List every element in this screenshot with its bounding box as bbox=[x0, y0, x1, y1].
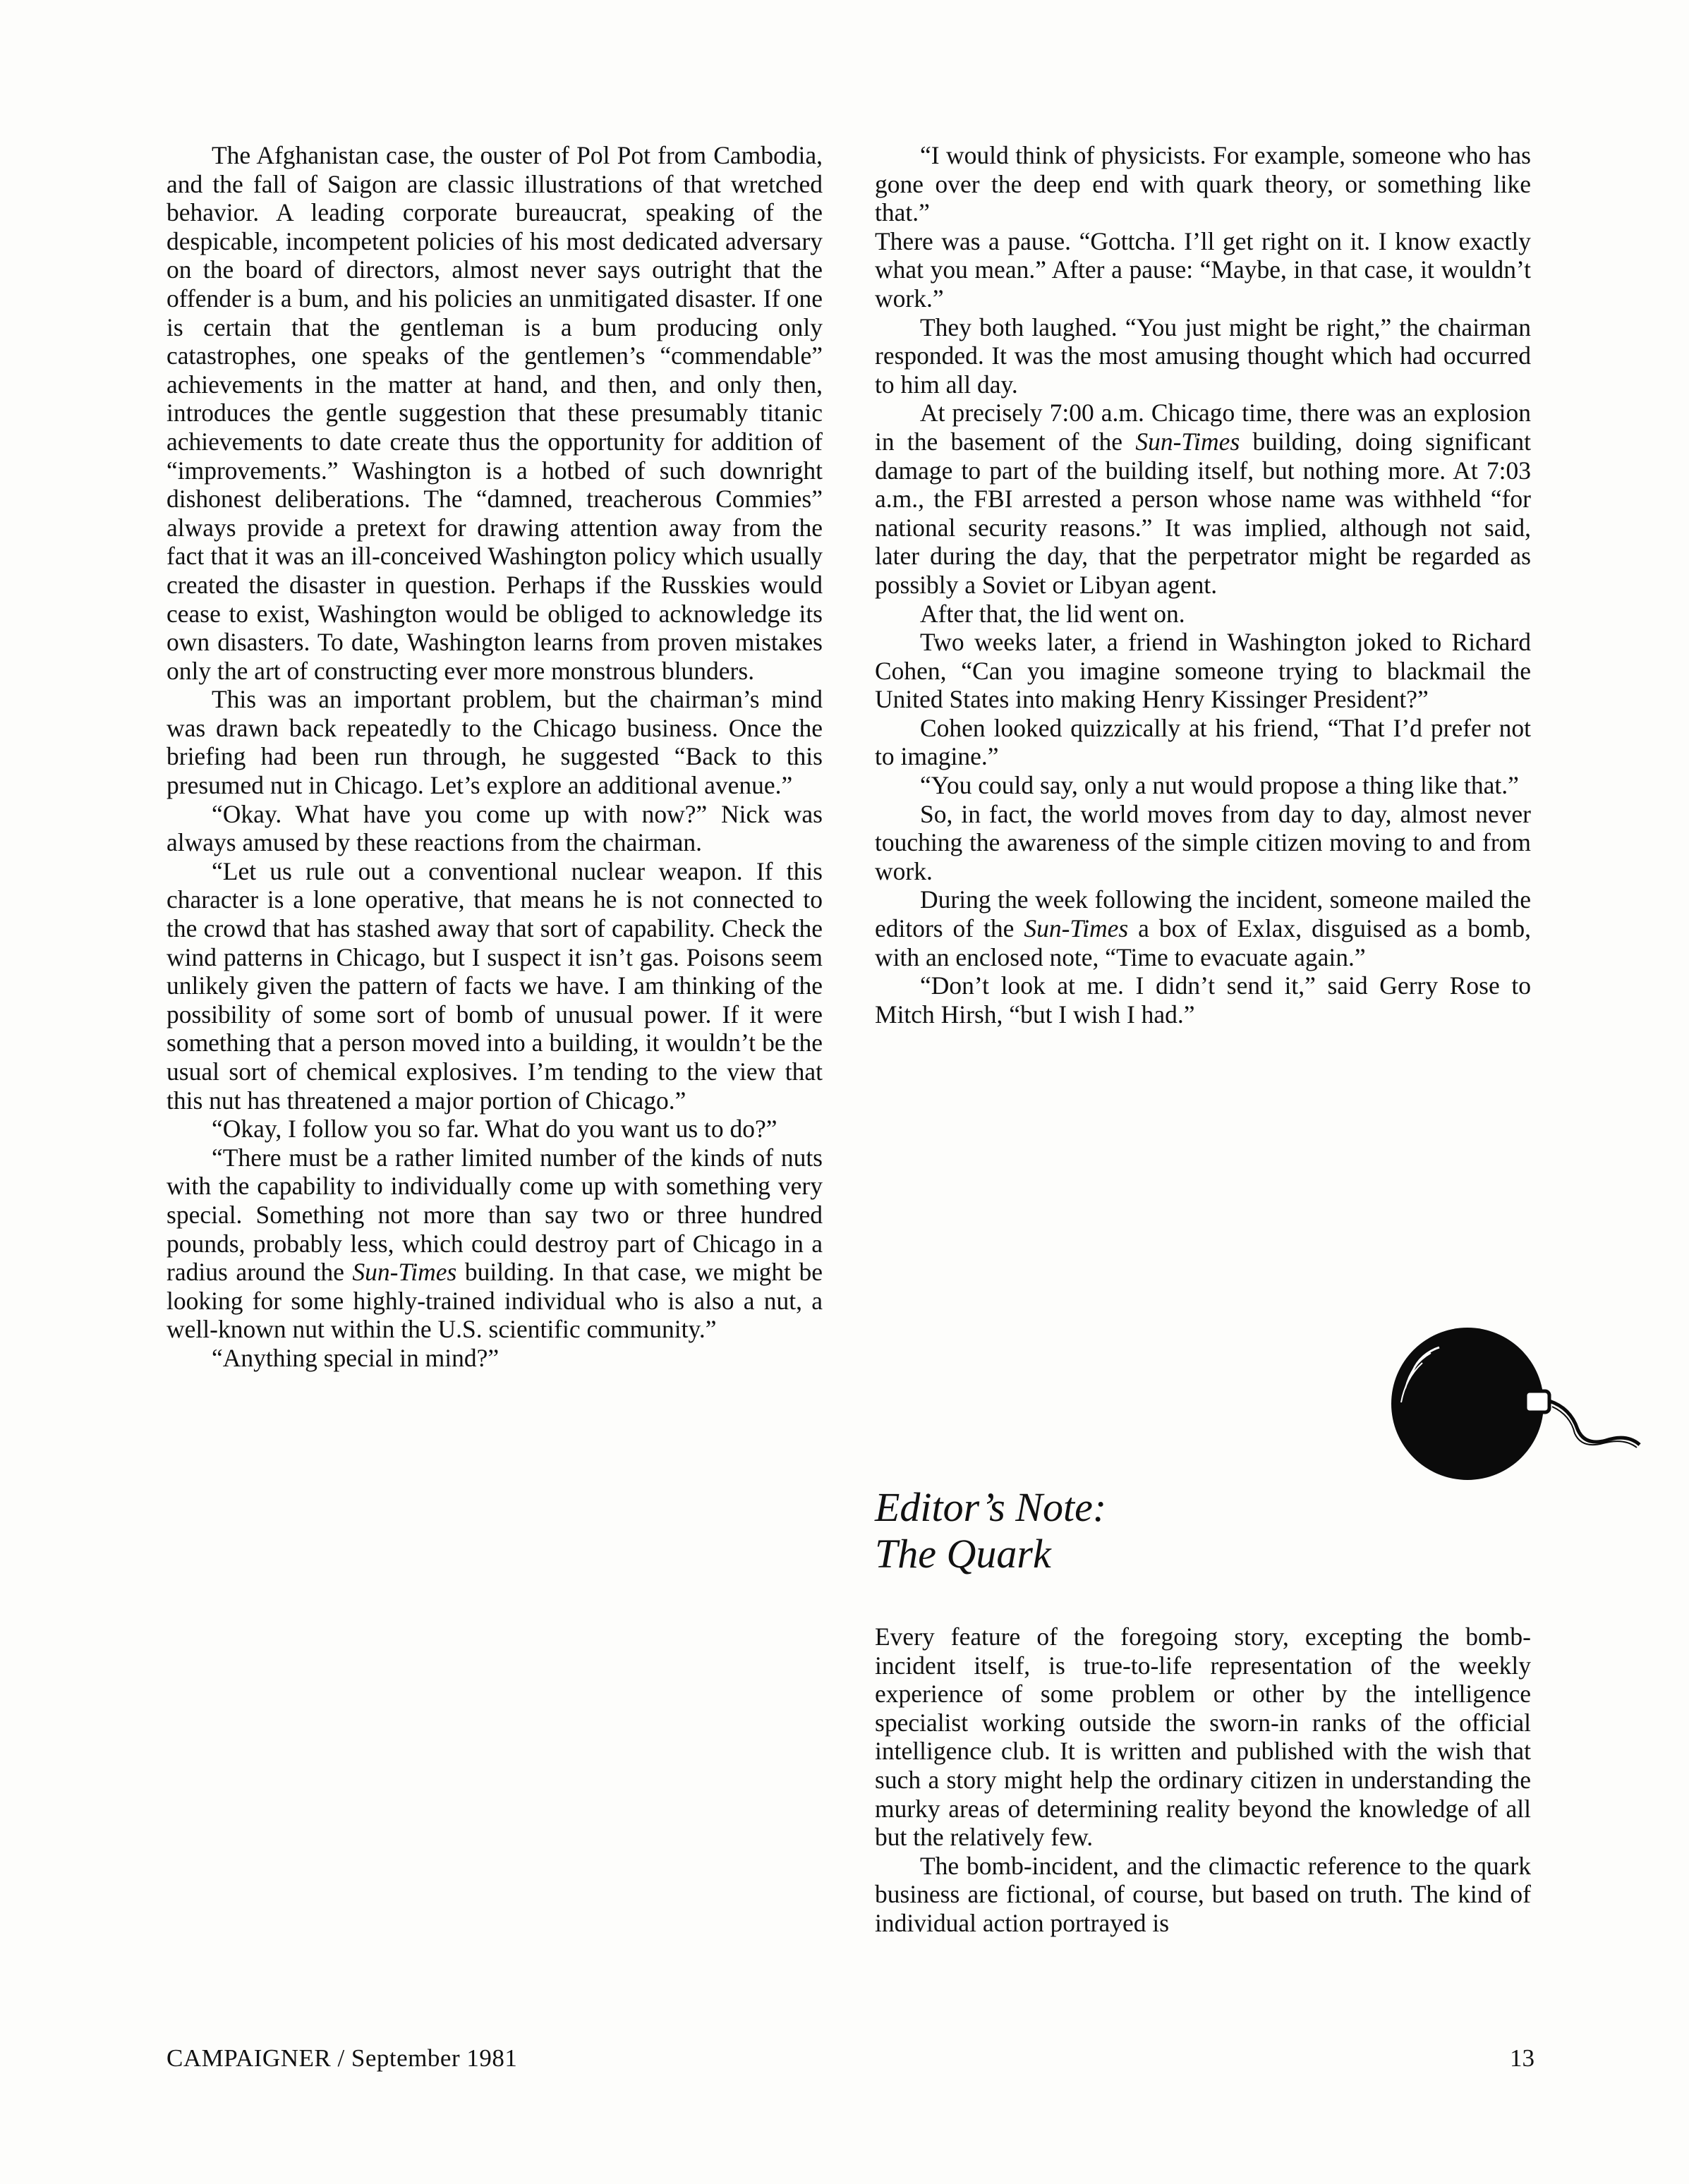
newspaper-name: Sun-Times bbox=[1024, 914, 1129, 943]
text-run: “There must be a rather limited number of the kinds of nuts with the capability to individually come up with something very special. Something not more than say two or three hundred pounds, probably less, which could destroy part of Chicago in a radius around the bbox=[167, 1143, 823, 1287]
paragraph: The Afghanistan case, the ouster of Pol Pot from Cambodia, and the fall of Saigon are classic illustrations of that wretched behavior. A leading corporate bureaucrat, speaking of the despicable, incompetent policies of his most dedicated adversary on the board of directors, almost never says outright that the offender is a bum, and his policies an unmitigated disaster. If one is certain that the gentleman is a bum producing only catastrophes, one speaks of the gentlemen’s “commendable” achievements in the matter at hand, and then, and only then, introduces the gentle suggestion that these presumably titanic achievements to date create thus the opportunity for addition of “improvements.” Washington is a hotbed of such downright dishonest deliberations. The “damned, treacherous Commies” always provide a pretext for drawing attention away from the fact that it was an ill-conceived Washington policy which usually created the disaster in question. Perhaps if the Russkies would cease to exist, Washington would be obliged to acknowledge its own disasters. To date, Washington learns from proven mistakes only the art of constructing ever more monstrous blunders. bbox=[167, 141, 823, 685]
paragraph: Every feature of the foregoing story, excepting the bomb-incident itself, is true-to-life representation of the weekly experience of some problem or other by the intelligence specialist working outside the sworn-in ranks of the official intelligence club. It is written and published with the wish that such a story might help the ordinary citizen in understanding the murky areas of determining reality beyond the knowledge of all but the relatively few. bbox=[875, 1622, 1531, 1852]
paragraph: “Let us rule out a conventional nuclear weapon. If this character is a lone operative, that means he is not connected to the crowd that has stashed away that sort of capability. Check the wind patterns in Chicago, but I suspect it isn’t gas. Poisons seem unlikely given the pattern of facts we have. I am thinking of the possibility of some sort of bomb of unusual power. If it were something that a person moved into a building, it wouldn’t be the usual sort of chemical explosives. I’m tending to the view that this nut has threatened a major portion of Chicago.” bbox=[167, 856, 823, 1115]
paragraph: “Don’t look at me. I didn’t send it,” said Gerry Rose to Mitch Hirsh, “but I wish I had.” bbox=[875, 971, 1531, 1029]
paragraph: Cohen looked quizzically at his friend, “That I’d prefer not to imagine.” bbox=[875, 713, 1531, 771]
editors-note-heading bbox=[875, 1484, 1270, 1577]
paragraph bbox=[875, 399, 1531, 599]
paragraph: This was an important problem, but the chairman’s mind was drawn back repeatedly to the Chicago business. Once the briefing had been run through, he suggested “Back to this presumed nut in Chicago. Let’s explore an additional avenue.” bbox=[167, 685, 823, 800]
paragraph bbox=[875, 885, 1531, 971]
bomb-fuse bbox=[1549, 1401, 1640, 1445]
paragraph: “Anything special in mind?” bbox=[212, 1343, 500, 1372]
heading-line: Editor’s Note: bbox=[875, 1484, 1107, 1530]
paragraph: After that, the lid went on. bbox=[920, 599, 1185, 628]
text-run: During the week following the incident, someone mailed the editors of the bbox=[875, 885, 1531, 943]
text-run: a box of Exlax, disguised as a bomb, with an enclosed note, “Time to evacuate again.” bbox=[875, 914, 1532, 971]
left-column bbox=[167, 141, 823, 2018]
paragraph: “Okay. What have you come up with now?” Nick was always amused by these reactions from the chairman. bbox=[167, 799, 823, 857]
paragraph: “Okay, I follow you so far. What do you want us to do?” bbox=[212, 1115, 777, 1143]
paragraph: So, in fact, the world moves from day to day, almost never touching the awareness of the simple citizen moving to and from work. bbox=[875, 799, 1531, 885]
paragraph: Two weeks later, a friend in Washington joked to Richard Cohen, “Can you imagine someone trying to blackmail the United States into making Henry Kissinger President?” bbox=[875, 628, 1531, 714]
paragraph: “You could say, only a nut would propose a thing like that.” bbox=[920, 771, 1519, 800]
bomb-icon bbox=[1362, 1326, 1658, 1488]
editors-note-body bbox=[875, 1622, 1531, 2018]
newspaper-name: Sun-Times bbox=[1135, 427, 1240, 456]
paragraph: The bomb-incident, and the climactic reference to the quark business are fictional, of course, but based on truth. The kind of individual action portrayed is bbox=[875, 1851, 1531, 1937]
text-run: At precisely 7:00 a.m. Chicago time, there was an explosion in the basement of the bbox=[875, 399, 1531, 456]
paragraph: There was a pause. “Gottcha. I’ll get right on it. I know exactly what you mean.” After a pause: “Maybe, in that case, it wouldn’t work.” bbox=[875, 226, 1531, 313]
heading-line: The Quark bbox=[875, 1531, 1051, 1577]
bomb-cap bbox=[1525, 1391, 1549, 1412]
paragraph: They both laughed. “You just might be right,” the chairman responded. It was the most amusing thought which had occurred to him all day. bbox=[875, 313, 1531, 399]
text-run: building. In that case, we might be looking for some highly-trained individual who is also a nut, a well-known nut within the U.S. scientific community.” bbox=[167, 1258, 823, 1344]
text-run: building, doing significant damage to part of the building itself, but nothing more. At 7:03 a.m., the FBI arrested a person whose name was withheld “for national security reasons.” It was implied, although not said, later during the day, that the perpetrator might be regarded as possibly a Soviet or Libyan agent. bbox=[875, 427, 1531, 599]
bomb-body bbox=[1391, 1328, 1544, 1480]
paragraph: “I would think of physicists. For example, someone who has gone over the deep end with quark theory, or something like that.” bbox=[875, 141, 1531, 227]
paragraph bbox=[167, 1143, 823, 1344]
newspaper-name: Sun-Times bbox=[352, 1258, 457, 1287]
publication-footer: CAMPAIGNER / September 1981 bbox=[167, 2044, 518, 2072]
right-column bbox=[875, 141, 1531, 1467]
page-number: 13 bbox=[1510, 2044, 1534, 2072]
